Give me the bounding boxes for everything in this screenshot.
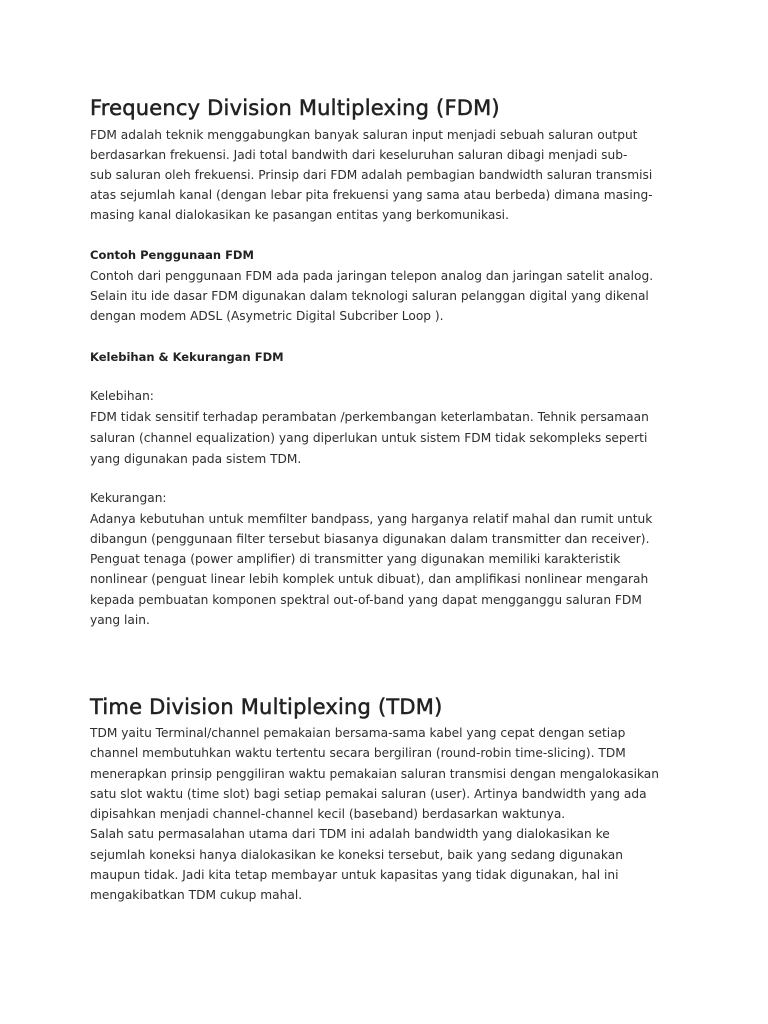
- tdm-body-line: menerapkan prinsip penggiliran waktu pemakaian saluran transmisi dengan mengalokasikan: [90, 767, 659, 781]
- fdm-usage-line: Contoh dari penggunaan FDM ada pada jaringan telepon analog dan jaringan satelit analog.: [90, 269, 654, 283]
- tdm-body-line: TDM yaitu Terminal/channel pemakaian bersama-sama kabel yang cepat dengan setiap: [90, 726, 626, 740]
- fdm-usage-line: Selain itu ide dasar FDM digunakan dalam teknologi saluran pelanggan digital yang dikenal: [90, 289, 649, 303]
- fdm-intro-line: FDM adalah teknik menggabungkan banyak saluran input menjadi sebuah saluran output: [90, 128, 638, 142]
- fdm-intro-line: masing kanal dialokasikan ke pasangan entitas yang berkomunikasi.: [90, 208, 509, 222]
- fdm-intro-line: atas sejumlah kanal (dengan lebar pita frekuensi yang sama atau berbeda) dimana masing-: [90, 188, 653, 202]
- tdm-body-line: satu slot waktu (time slot) bagi setiap pemakai saluran (user). Artinya bandwidth yang ada: [90, 787, 647, 801]
- tdm-body-line: dipisahkan menjadi channel-channel kecil (baseband) berdasarkan waktunya.: [90, 807, 566, 821]
- fdm-cons-line: nonlinear (penguat linear lebih komplek untuk dibuat), dan amplifikasi nonlinear mengarah: [90, 572, 649, 586]
- tdm-body-line: sejumlah koneksi hanya dialokasikan ke koneksi tersebut, baik yang sedang digunakan: [90, 848, 623, 862]
- fdm-pros-label: Kelebihan:: [90, 389, 154, 403]
- fdm-proscons-heading: Kelebihan & Kekurangan FDM: [90, 350, 284, 364]
- tdm-body-line: mengakibatkan TDM cukup mahal.: [90, 888, 303, 902]
- fdm-heading: Frequency Division Multiplexing (FDM): [90, 96, 500, 120]
- tdm-body-line: Salah satu permasalahan utama dari TDM ini adalah bandwidth yang dialokasikan ke: [90, 827, 610, 841]
- fdm-cons-line: dibangun (penggunaan filter tersebut biasanya digunakan dalam transmitter dan receiver).: [90, 532, 650, 546]
- fdm-intro-line: berdasarkan frekuensi. Jadi total bandwith dari keseluruhan saluran dibagi menjadi sub-: [90, 148, 628, 162]
- fdm-usage-heading: Contoh Penggunaan FDM: [90, 248, 254, 262]
- fdm-cons-label: Kekurangan:: [90, 491, 167, 505]
- fdm-usage-line: dengan modem ADSL (Asymetric Digital Subcriber Loop ).: [90, 309, 444, 323]
- fdm-pros-line: FDM tidak sensitif terhadap perambatan /perkembangan keterlambatan. Tehnik persamaan: [90, 410, 649, 424]
- fdm-cons-line: Adanya kebutuhan untuk memfilter bandpass, yang harganya relatif mahal dan rumit untuk: [90, 512, 653, 526]
- fdm-pros-line: saluran (channel equalization) yang diperlukan untuk sistem FDM tidak sekompleks seperti: [90, 431, 648, 445]
- fdm-cons-line: Penguat tenaga (power amplifier) di transmitter yang digunakan memiliki karakteristik: [90, 552, 621, 566]
- tdm-heading: Time Division Multiplexing (TDM): [90, 695, 443, 719]
- fdm-cons-line: yang lain.: [90, 613, 150, 627]
- fdm-cons-line: kepada pembuatan komponen spektral out-of-band yang dapat mengganggu saluran FDM: [90, 593, 642, 607]
- tdm-body-line: channel membutuhkan waktu tertentu secara bergiliran (round-robin time-slicing). TDM: [90, 746, 626, 760]
- fdm-intro-line: sub saluran oleh frekuensi. Prinsip dari FDM adalah pembagian bandwidth saluran transmisi: [90, 168, 653, 182]
- tdm-body-line: maupun tidak. Jadi kita tetap membayar untuk kapasitas yang tidak digunakan, hal ini: [90, 868, 619, 882]
- fdm-pros-line: yang digunakan pada sistem TDM.: [90, 452, 302, 466]
